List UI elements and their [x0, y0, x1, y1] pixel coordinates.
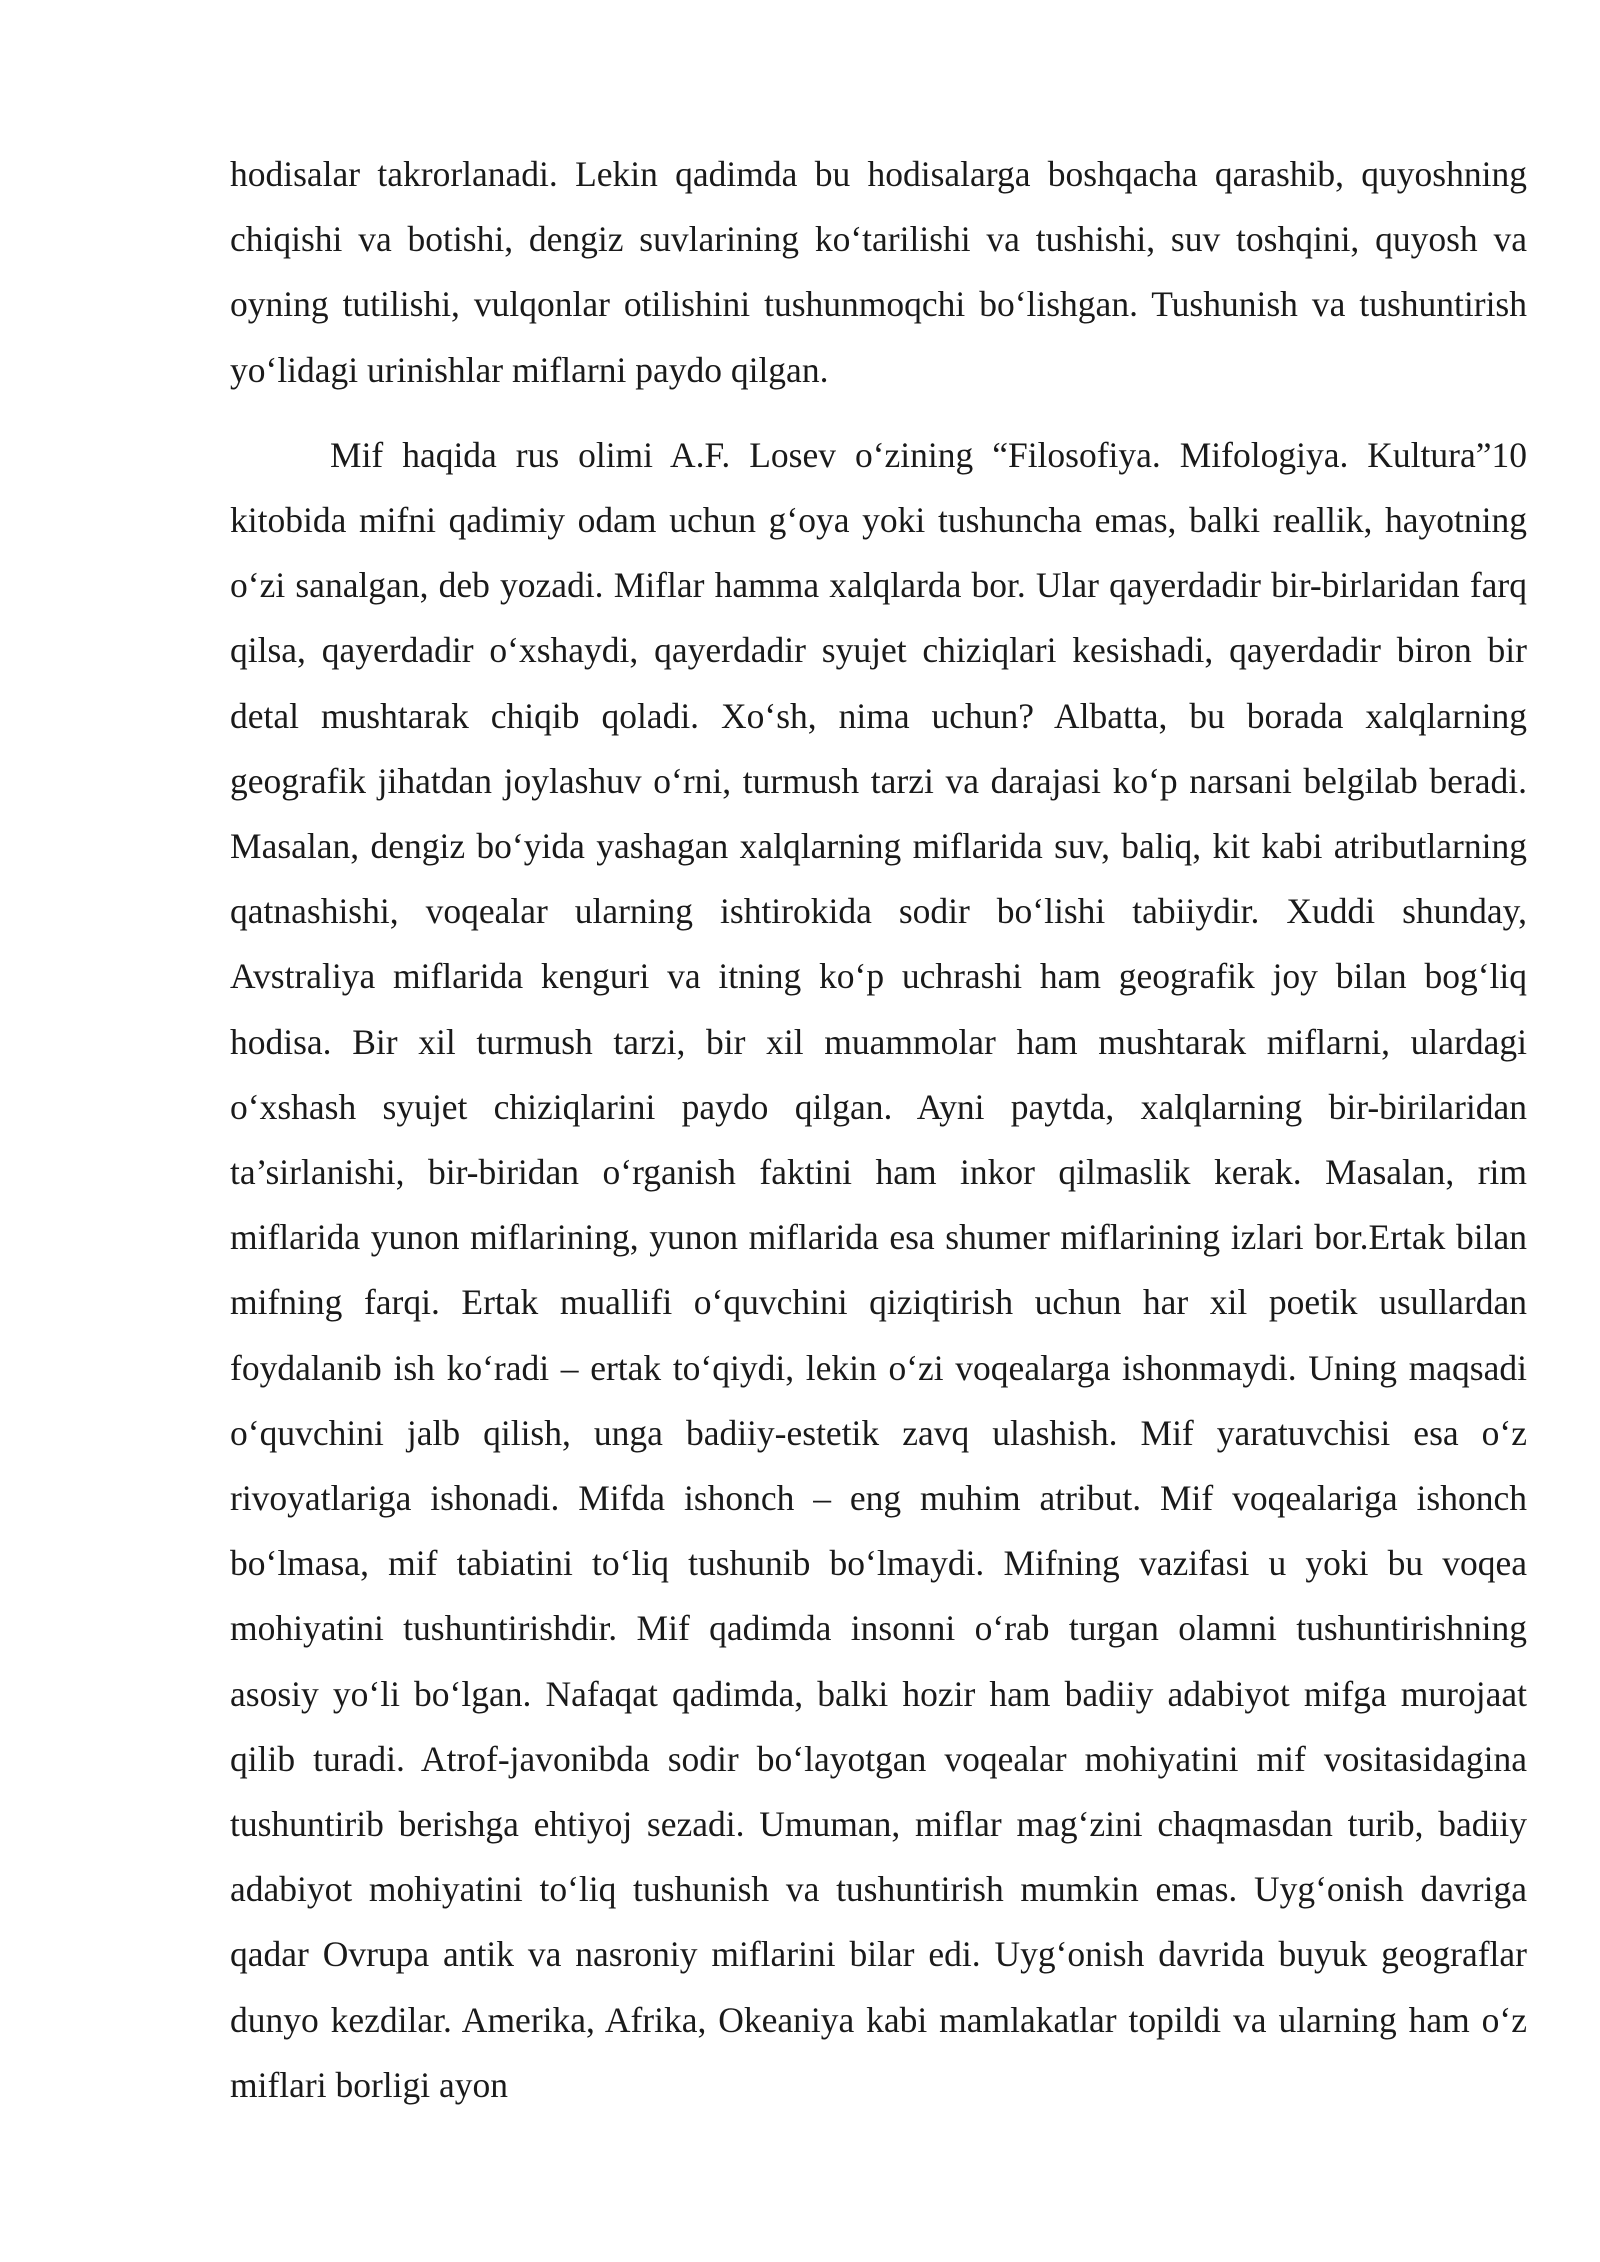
paragraph-continued: hodisalar takrorlanadi. Lekin qadimda bu hodisalarga boshqacha qarashib, quyoshning chiqishi va botishi, dengiz suvlarining ko‘tarilishi va tushishi, suv toshqini, quyosh va oyning tutilishi, vulqonlar otilishini tushunmoqchi bo‘lishgan. Tushunish va tushuntirish yo‘lidagi urinishlar miflarni paydo qilgan. — [230, 154, 1527, 390]
document-body — [230, 142, 1527, 2118]
paragraph-myth-definition: Mif haqida rus olimi A.F. Losev o‘zining “Filosofiya. Mifologiya. Kultura”10 kitobida mifni qadimiy odam uchun g‘oya yoki tushuncha emas, balki reallik, hayotning o‘zi sanalgan, deb yozadi. Miflar hamma xalqlarda bor. Ular qayerdadir bir-birlaridan farq qilsa, qayerdadir o‘xshaydi, qayerdadir syujet chiziqlari kesishadi, qayerdadir biron bir detal mushtarak chiqib qoladi. Xo‘sh, nima uchun? Albatta, bu borada xalqlarning geografik jihatdan joylashuv o‘rni, turmush tarzi va darajasi ko‘p narsani belgilab beradi. Masalan, dengiz bo‘yida yashagan xalqlarning miflarida suv, baliq, kit kabi atributlarning qatnashishi, voqealar ularning ishtirokida sodir bo‘lishi tabiiydir. Xuddi shunday, Avstraliya miflarida kenguri va itning ko‘p uchrashi ham geografik joy bilan bog‘liq hodisa. Bir xil turmush tarzi, bir xil muammolar ham mushtarak miflarni, ulardagi o‘xshash syujet chiziqlarini paydo qilgan. Ayni paytda, xalqlarning bir-birilaridan ta’sirlanishi, bir-biridan o‘rganish faktini ham inkor qilmaslik kerak. Masalan, rim miflarida yunon miflarining, yunon miflarida esa shumer miflarining izlari bor.Ertak bilan mifning farqi. Ertak muallifi o‘quvchini qiziqtirish uchun har xil poetik usullardan foydalanib ish ko‘radi – ertak to‘qiydi, lekin o‘zi voqealarga ishonmaydi. Uning maqsadi o‘quvchini jalb qilish, unga badiiy-estetik zavq ulashish. Mif yaratuvchisi esa o‘z rivoyatlariga ishonadi. Mifda ishonch – eng muhim atribut. Mif voqealariga ishonch bo‘lmasa, mif tabiatini to‘liq tushunib bo‘lmaydi. Mifning vazifasi u yoki bu voqea mohiyatini tushuntirishdir. Mif qadimda insonni o‘rab turgan olamni tushuntirishning asosiy yo‘li bo‘lgan. Nafaqat qadimda, balki hozir ham badiiy adabiyot mifga murojaat qilib turadi. Atrof-javonibda sodir bo‘layotgan voqealar mohiyatini mif vositasidagina tushuntirib berishga ehtiyoj sezadi. Umuman, miflar mag‘zini chaqmasdan turib, badiiy adabiyot mohiyatini to‘liq tushunish va tushuntirish mumkin emas. Uyg‘onish davriga qadar Ovrupa antik va nasroniy miflarini bilar edi. Uyg‘onish davrida buyuk geograflar dunyo kezdilar. Amerika, Afrika, Okeaniya kabi mamlakatlar topildi va ularning ham o‘z miflari borligi ayon — [230, 434, 1527, 2105]
